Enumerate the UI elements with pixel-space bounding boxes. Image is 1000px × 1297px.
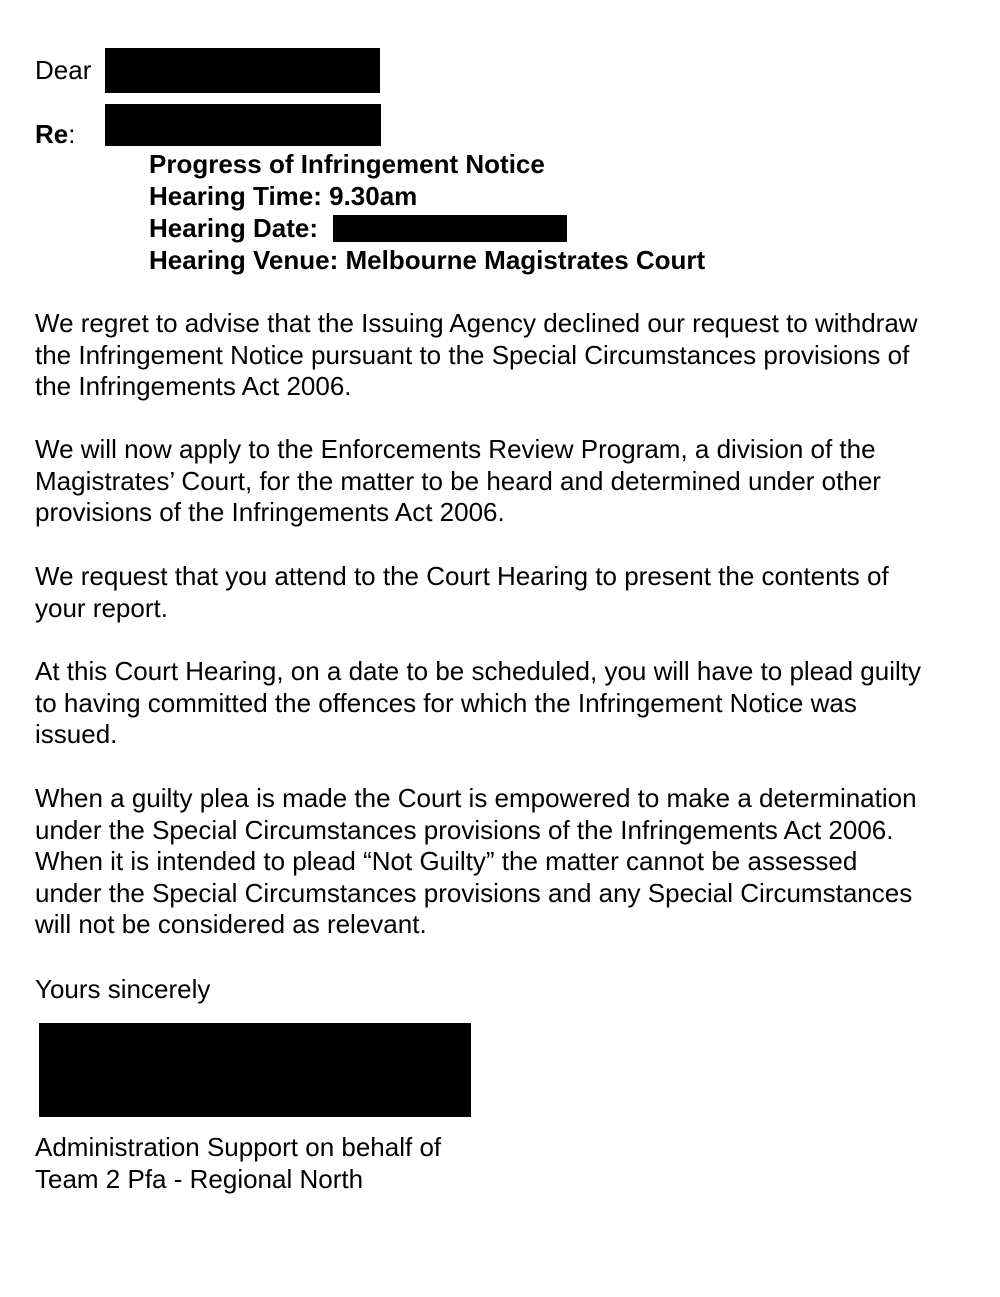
paragraph-line: We regret to advise that the Issuing Agency declined our request to withdraw — [35, 308, 918, 338]
hearing-time: Hearing Time: 9.30am — [149, 181, 418, 211]
paragraph-1 — [35, 308, 985, 403]
signature-team: Team 2 Pfa - Regional North — [35, 1164, 364, 1194]
paragraph-2 — [35, 434, 985, 529]
re-label: Re — [35, 119, 69, 149]
recipient-name-redaction — [105, 48, 380, 93]
re-colon: : — [68, 119, 76, 149]
paragraph-5 — [35, 783, 985, 941]
paragraph-line: We will now apply to the Enforcements Review Program, a division of the — [35, 434, 876, 464]
paragraph-line: When a guilty plea is made the Court is empowered to make a determination — [35, 783, 917, 813]
paragraph-4 — [35, 656, 985, 751]
paragraph-line: When it is intended to plead “Not Guilty” the matter cannot be assessed — [35, 846, 858, 876]
re-line — [35, 118, 75, 150]
paragraph-line: provisions of the Infringements Act 2006. — [35, 497, 505, 527]
reference-redaction — [105, 104, 381, 146]
paragraph-line: to having committed the offences for which the Infringement Notice was — [35, 687, 857, 718]
paragraph-3 — [35, 561, 985, 624]
paragraph-line: issued. — [35, 719, 118, 749]
hearing-venue: Hearing Venue: Melbourne Magistrates Court — [149, 245, 706, 275]
hearing-date-redaction — [333, 215, 567, 242]
paragraph-line: will not be considered as relevant. — [35, 909, 427, 939]
paragraph-line: under the Special Circumstances provisions and any Special Circumstances — [35, 877, 913, 908]
paragraph-line: Magistrates’ Court, for the matter to be heard and determined under other — [35, 465, 881, 496]
paragraph-line: We request that you attend to the Court Hearing to present the contents of — [35, 561, 889, 591]
paragraph-line: under the Special Circumstances provisions of the Infringements Act 2006. — [35, 814, 894, 845]
signature-redaction — [39, 1023, 471, 1117]
paragraph-line: your report. — [35, 592, 168, 623]
paragraph-line: the Infringement Notice pursuant to the Special Circumstances provisions of — [35, 339, 910, 370]
hearing-date-label: Hearing Date: — [149, 213, 319, 243]
paragraph-line: At this Court Hearing, on a date to be scheduled, you will have to plead guilty — [35, 656, 921, 686]
subject-title: Progress of Infringement Notice — [149, 149, 545, 179]
closing: Yours sincerely — [35, 974, 211, 1004]
paragraph-line: the Infringements Act 2006. — [35, 371, 352, 401]
salutation: Dear — [35, 55, 92, 85]
signature-role: Administration Support on behalf of — [35, 1132, 442, 1162]
